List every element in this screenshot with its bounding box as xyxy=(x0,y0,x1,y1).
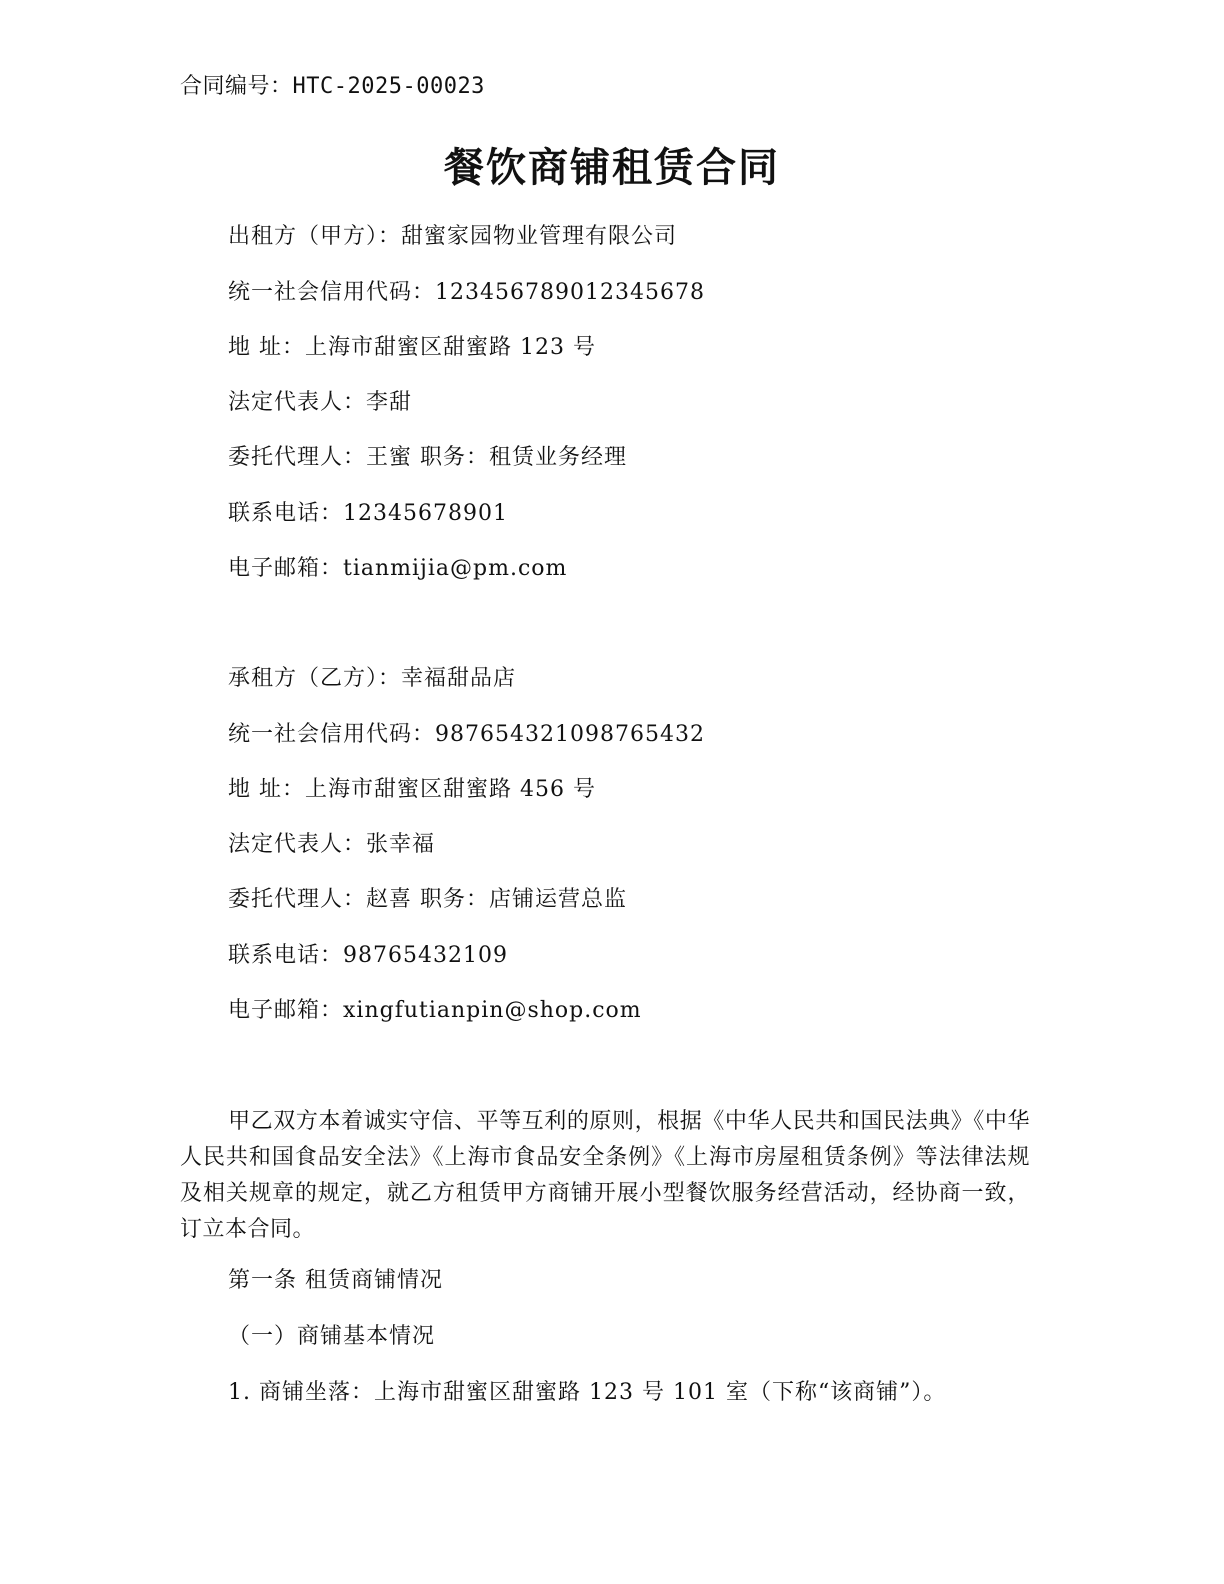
document-title: 餐饮商铺租赁合同 xyxy=(444,145,780,191)
lessor-credit-code: 统一社会信用代码：123456789012345678 xyxy=(228,280,705,305)
lessor-name: 出租方（甲方）：甜蜜家园物业管理有限公司 xyxy=(228,224,678,249)
lessee-legal-rep: 法定代表人：张幸福 xyxy=(228,832,436,857)
lessee-name: 承租方（乙方）：幸福甜品店 xyxy=(228,666,517,691)
lessor-address: 地 址：上海市甜蜜区甜蜜路 123 号 xyxy=(228,335,596,360)
article-1-item-1: 1. 商铺坐落：上海市甜蜜区甜蜜路 123 号 101 室（下称“该商铺”）。 xyxy=(228,1380,947,1405)
preamble-text: 甲乙双方本着诚实守信、平等互利的原则，根据《中华人民共和国民法典》《中华人民共和国食品安全法》《上海市食品安全条例》《上海市房屋租赁条例》等法律法规及相关规章的规定，就乙方租赁甲方商铺开展小型餐饮服务经营活动，经协商一致，订立本合同。 xyxy=(180,1109,1030,1242)
lessee-phone: 联系电话：98765432109 xyxy=(228,943,508,968)
lessee-address: 地 址：上海市甜蜜区甜蜜路 456 号 xyxy=(228,777,596,802)
article-1-heading: 第一条 租赁商铺情况 xyxy=(228,1268,443,1293)
lessee-agent: 委托代理人：赵喜 职务：店铺运营总监 xyxy=(228,887,627,912)
contract-number: 合同编号：HTC-2025-00023 xyxy=(180,74,485,99)
lessor-legal-rep: 法定代表人：李甜 xyxy=(228,390,413,415)
lessee-credit-code: 统一社会信用代码：987654321098765432 xyxy=(228,722,705,747)
lessee-email: 电子邮箱：xingfutianpin@shop.com xyxy=(228,998,642,1023)
preamble-paragraph xyxy=(180,1104,1030,1248)
article-1-section-1: （一）商铺基本情况 xyxy=(228,1324,436,1349)
lessor-phone: 联系电话：12345678901 xyxy=(228,501,508,526)
lessor-agent: 委托代理人：王蜜 职务：租赁业务经理 xyxy=(228,445,627,470)
lessor-email: 电子邮箱：tianmijia@pm.com xyxy=(228,556,568,581)
